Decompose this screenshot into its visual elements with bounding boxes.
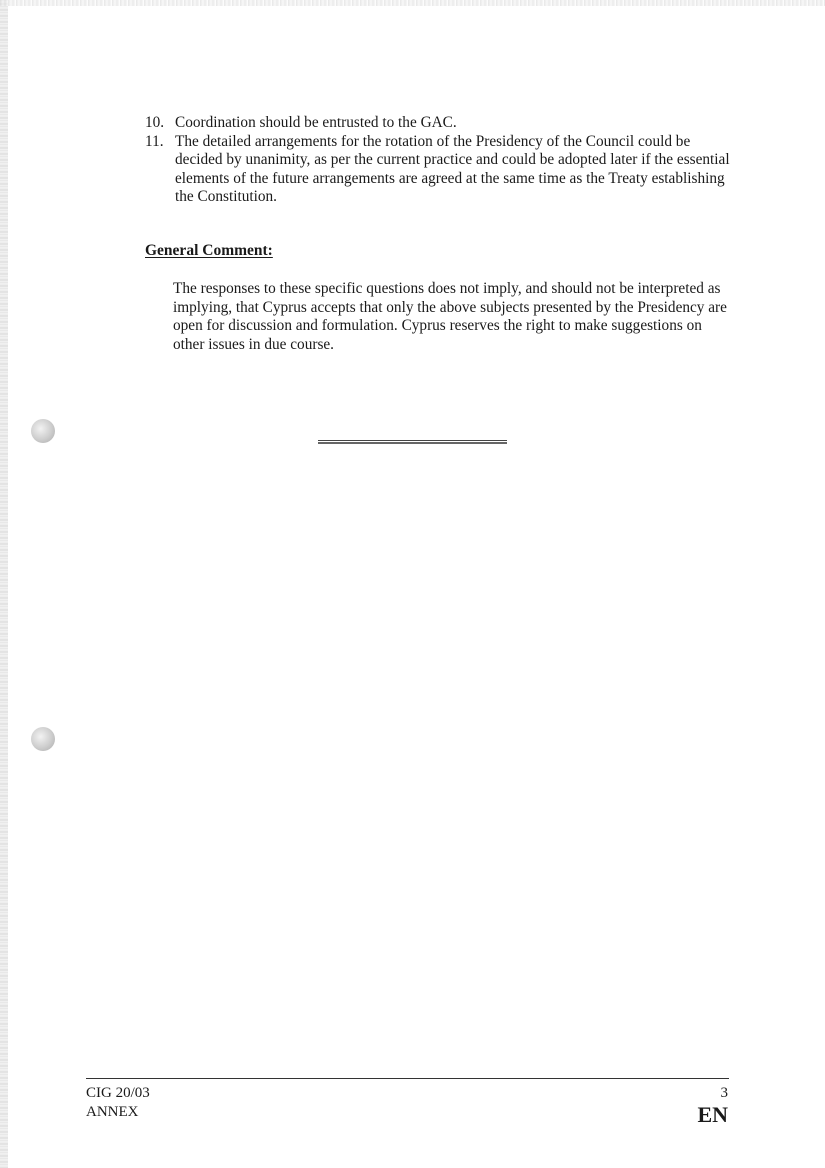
footer-rule (86, 1078, 729, 1079)
list-text: Coordination should be entrusted to the GAC. (175, 114, 457, 131)
scan-edge-top (0, 0, 825, 6)
list-number: 10. (145, 114, 165, 131)
list-number: 11. (145, 132, 164, 150)
language-code: EN (697, 1101, 728, 1127)
punch-hole-upper (31, 419, 55, 443)
list-item-10 (145, 114, 735, 133)
general-comment-heading: General Comment: (145, 242, 273, 259)
general-comment-body: The responses to these specific questions does not imply, and should not be interpreted as implying, that Cyprus accepts that only the above subjects presented by the Presidency are open for discussion and formulation. Cyprus reserves the right to make suggestions on other issues in due course. (173, 280, 727, 353)
end-of-text-rule (318, 440, 507, 444)
punch-hole-lower (31, 727, 55, 751)
numbered-list (145, 114, 735, 207)
document-reference: CIG 20/03 (86, 1085, 150, 1101)
footer-reference (86, 1084, 150, 1121)
scan-edge-left (0, 0, 8, 1168)
list-item-11 (145, 133, 735, 207)
list-text: The detailed arrangements for the rotation of the Presidency of the Council could be decided by unanimity, as per the current practice and could be adopted later if the essential elements of the future arrangements are agreed at the same time as the Treaty establishing the Constitution. (175, 132, 730, 205)
page-number: 3 (720, 1085, 728, 1101)
annex-label: ANNEX (86, 1103, 139, 1120)
footer-page-info (697, 1084, 728, 1127)
